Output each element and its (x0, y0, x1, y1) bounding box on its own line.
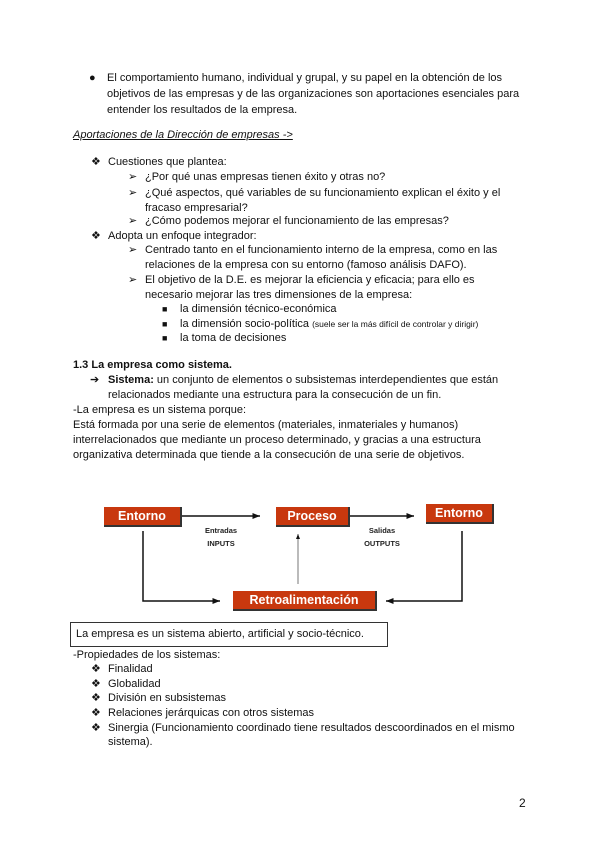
text-line: ¿Qué aspectos, qué variables de su funcionamiento explican el éxito y el (145, 187, 501, 199)
text-line: objetivos de las empresas y de las organizaciones son aportaciones esenciales para (107, 88, 520, 100)
text-line: El objetivo de la D.E. es mejorar la eficiencia y eficacia; para ello es (145, 274, 475, 286)
list-item: Finalidad (108, 663, 153, 675)
text-line: relacionados mediante una estructura para la consecución de un fin. (108, 389, 442, 401)
arrowhead-bullet-icon: ➢ (128, 244, 138, 256)
square-bullet-icon: ■ (162, 319, 168, 329)
text-line: Adopta un enfoque integrador: (108, 230, 257, 242)
diamond-bullet-icon: ❖ (91, 663, 101, 675)
text-line: la dimensión técnico-económica (180, 303, 337, 315)
text-line: Sistema: un conjunto de elementos o subsistemas interdependientes que están (108, 374, 499, 386)
text-line: -La empresa es un sistema porque: (73, 404, 247, 416)
arrowhead-bullet-icon: ➢ (128, 274, 138, 286)
outputs-label: OUTPUTS (364, 539, 400, 548)
text-line: la dimensión socio-política (suele ser la más difícil de controlar y dirigir) (180, 318, 479, 330)
text-line: organizativa determinada que tiende a la consecución de una serie de objetivos. (73, 449, 465, 461)
text-line: relaciones de la empresa con su entorno (famoso análisis DAFO). (145, 259, 467, 271)
section-heading: 1.3 La empresa como sistema. (73, 359, 232, 371)
arrowhead-bullet-icon: ➢ (128, 171, 138, 183)
salidas-label: Salidas (368, 526, 396, 535)
retroalimentacion-box: Retroalimentación (233, 591, 377, 611)
text-line: la toma de decisiones (180, 332, 287, 344)
page-number: 2 (519, 796, 526, 810)
aportaciones-heading: Aportaciones de la Dirección de empresas -> (73, 129, 293, 141)
text-line: El comportamiento humano, individual y grupal, y su papel en la obtención de los (107, 72, 503, 84)
text-line: entender los resultados de la empresa. (107, 104, 298, 116)
diamond-bullet-icon: ❖ (91, 707, 101, 719)
square-bullet-icon: ■ (162, 333, 168, 343)
diamond-bullet-icon: ❖ (91, 722, 101, 734)
entorno-input-box: Entorno (104, 507, 182, 527)
proceso-box: Proceso (276, 507, 350, 527)
arrowhead-bullet-icon: ➢ (128, 187, 138, 199)
text-line: Cuestiones que plantea: (108, 156, 227, 168)
text-line: Está formada por una serie de elementos (materiales, inmateriales y humanos) (73, 419, 459, 431)
square-bullet-icon: ■ (162, 304, 168, 314)
list-item: sistema). (108, 736, 153, 748)
diamond-bullet-icon: ❖ (91, 692, 101, 704)
boxed-statement: La empresa es un sistema abierto, artificial y socio-técnico. (76, 628, 364, 640)
list-item: Relaciones jerárquicas con otros sistemas (108, 707, 315, 719)
diamond-bullet-icon: ❖ (91, 230, 101, 242)
text-line: -Propiedades de los sistemas: (73, 649, 221, 661)
inputs-label: INPUTS (207, 539, 235, 548)
text-line: fracaso empresarial? (145, 202, 248, 214)
arrow-bullet-icon: ➔ (90, 374, 100, 386)
entradas-label: Entradas (204, 526, 238, 535)
diamond-bullet-icon: ❖ (91, 156, 101, 168)
text-line: interrelacionados que mediante un proceso determinado, y gracias a una estructura (73, 434, 481, 446)
list-item: Sinergia (Funcionamiento coordinado tiene resultados descoordinados en el mismo (108, 722, 515, 734)
text-line: necesario mejorar las tres dimensiones de la empresa: (145, 289, 413, 301)
arrowhead-bullet-icon: ➢ (128, 215, 138, 227)
entorno-output-box: Entorno (426, 504, 494, 524)
bullet-icon: ● (89, 72, 96, 84)
text-line: ¿Cómo podemos mejorar el funcionamiento de las empresas? (145, 215, 449, 227)
diamond-bullet-icon: ❖ (91, 678, 101, 690)
list-item: División en subsistemas (108, 692, 226, 704)
list-item: Globalidad (108, 678, 161, 690)
text-line: ¿Por qué unas empresas tienen éxito y otras no? (145, 171, 386, 183)
text-line: Centrado tanto en el funcionamiento interno de la empresa, como en las (145, 244, 498, 256)
